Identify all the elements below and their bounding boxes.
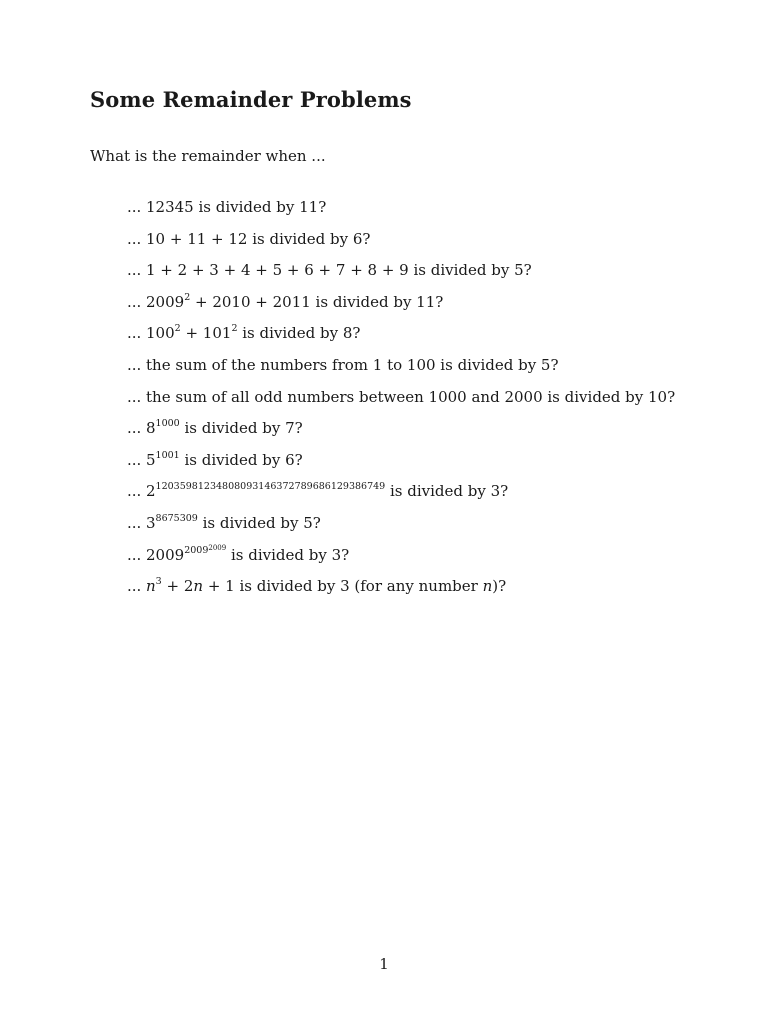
problem-text-segment: + 1 is divided by 3 (for any number bbox=[203, 577, 483, 596]
problem-text bbox=[146, 482, 508, 500]
problem-text bbox=[146, 261, 532, 279]
problem-text bbox=[146, 577, 506, 595]
problem-text-segment: + 2010 + 2011 is divided by 11? bbox=[190, 292, 444, 311]
exponent-value: 2 bbox=[184, 291, 191, 303]
problem-text-segment: 1 + 2 + 3 + 4 + 5 + 6 + 7 + 8 + 9 is divided by 5? bbox=[146, 261, 532, 280]
problem-text bbox=[146, 419, 303, 437]
problem-text-segment: 12345 is divided by 11? bbox=[146, 198, 327, 216]
problem-ellipsis: ... bbox=[127, 261, 142, 280]
problem-text-segment: 2009 bbox=[146, 292, 185, 311]
problem-text-segment: 100 bbox=[146, 324, 175, 343]
problem-text-segment: 2009 bbox=[146, 545, 185, 564]
problem-text-segment: + 2 bbox=[161, 577, 194, 596]
problem-text bbox=[146, 543, 350, 564]
problem-text-segment: is divided by 5? bbox=[197, 513, 321, 532]
problem-ellipsis: ... bbox=[127, 229, 142, 248]
problem-text-segment: 2 bbox=[146, 482, 156, 501]
problem-text-segment: is divided by 3? bbox=[226, 545, 350, 564]
exponent bbox=[175, 323, 181, 334]
problem-text-segment: 8 bbox=[146, 419, 156, 438]
exponent bbox=[156, 418, 180, 429]
problem-ellipsis: ... bbox=[127, 513, 142, 532]
page-number: 1 bbox=[379, 955, 389, 973]
problem-text-segment: is divided by 7? bbox=[179, 419, 303, 438]
problem-text-segment: the sum of the numbers from 1 to 100 is divided by 5? bbox=[146, 355, 559, 374]
exponent bbox=[156, 513, 198, 524]
problem-ellipsis: ... bbox=[127, 324, 142, 343]
problem-ellipsis: ... bbox=[127, 450, 142, 469]
exponent bbox=[156, 450, 180, 461]
problem-text-segment: 10 + 11 + 12 is divided by 6? bbox=[146, 229, 371, 248]
nested-exponent: 2009 bbox=[208, 543, 227, 552]
exponent-value: 2 bbox=[174, 323, 181, 335]
exponent-value: 2 bbox=[231, 323, 238, 335]
problem-text bbox=[146, 198, 326, 216]
math-variable: n bbox=[146, 577, 156, 596]
problem-ellipsis: ... bbox=[127, 419, 142, 438]
problem-text-segment: + 101 bbox=[180, 324, 232, 343]
problem-text-segment: 3 bbox=[146, 513, 156, 532]
problem-text bbox=[146, 356, 559, 374]
problem-text bbox=[146, 514, 321, 532]
problem-text-segment: is divided by 3? bbox=[385, 482, 509, 501]
problem-ellipsis: ... bbox=[127, 198, 142, 216]
intro-text: What is the remainder when ... bbox=[90, 147, 326, 165]
exponent bbox=[231, 323, 237, 334]
problem-text bbox=[146, 230, 370, 248]
exponent bbox=[184, 292, 190, 303]
exponent-value: 1000 bbox=[155, 418, 180, 430]
problem-text bbox=[146, 451, 303, 469]
page-title: Some Remainder Problems bbox=[90, 87, 412, 112]
exponent-value: 8675309 bbox=[155, 512, 198, 524]
exponent-value: 2009 bbox=[184, 544, 209, 556]
problem-text-segment: the sum of all odd numbers between 1000 and 2000 is divided by 10? bbox=[146, 387, 676, 406]
problem-ellipsis: ... bbox=[127, 292, 142, 311]
exponent-value: 3 bbox=[155, 576, 162, 588]
problem-text-segment: 5 bbox=[146, 450, 156, 469]
problem-ellipsis: ... bbox=[127, 545, 142, 564]
exponent bbox=[156, 481, 386, 492]
problem-text-segment: )? bbox=[492, 577, 507, 596]
exponent-value: 1001 bbox=[155, 449, 180, 461]
problem-ellipsis: ... bbox=[127, 577, 142, 596]
problem-text bbox=[146, 324, 360, 342]
math-variable: n bbox=[482, 577, 493, 596]
problem-text bbox=[146, 388, 675, 406]
exponent-value: 12035981234808093146372789686129386749 bbox=[155, 481, 386, 493]
problem-ellipsis: ... bbox=[127, 387, 142, 406]
math-variable: n bbox=[193, 577, 204, 596]
exponent bbox=[156, 576, 162, 587]
problem-text-segment: is divided by 6? bbox=[179, 450, 303, 469]
problem-ellipsis: ... bbox=[127, 355, 142, 374]
problem-text bbox=[146, 293, 443, 311]
problem-ellipsis: ... bbox=[127, 482, 142, 501]
problem-text-segment: is divided by 8? bbox=[237, 324, 361, 343]
exponent bbox=[184, 545, 226, 556]
